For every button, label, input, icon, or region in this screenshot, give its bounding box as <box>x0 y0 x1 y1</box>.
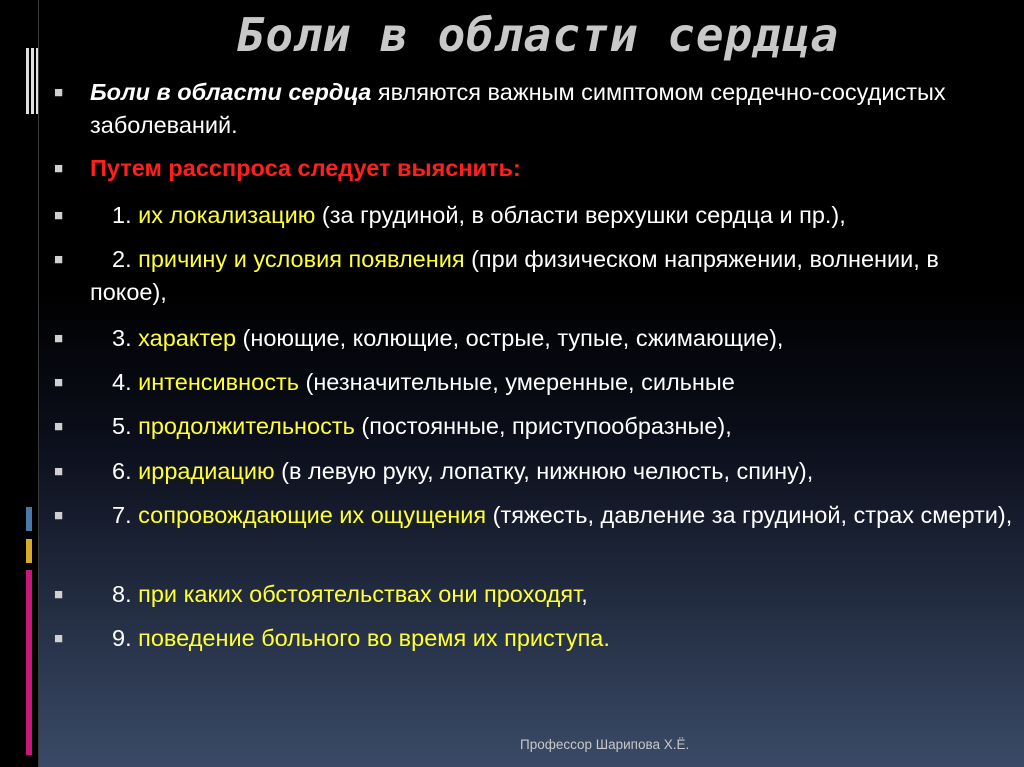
item-text: (за грудиной, в области верхушки сердца и пр.), <box>315 202 846 228</box>
item-text: (ноющие, колющие, острые, тупые, сжимающие), <box>236 325 784 351</box>
bullet-icon: ■ <box>54 463 64 480</box>
item-number: 3. <box>112 325 139 351</box>
list-item <box>90 366 1015 399</box>
item-number: 1. <box>112 202 139 228</box>
item-text: , <box>581 581 588 607</box>
bullet-icon: ■ <box>54 586 64 603</box>
bullet-icon: ■ <box>54 630 64 647</box>
item-highlight: причину и условия появления <box>138 246 465 272</box>
list-item <box>90 622 1015 655</box>
list-item <box>90 322 1015 355</box>
list-item <box>90 578 1015 611</box>
list-item <box>90 243 1015 309</box>
bullet-icon: ■ <box>54 330 64 347</box>
item-number: 4. <box>112 369 139 395</box>
slide-footer: Профессор Шарипова Х.Ё. <box>520 737 690 752</box>
item-number: 8. <box>112 581 139 607</box>
item-text: (постоянные, приступообразные), <box>354 413 732 439</box>
item-highlight: их локализацию <box>138 202 316 228</box>
intro-text: являются важным симптомом сердечно-сосудистых заболеваний. <box>90 79 946 138</box>
bullet-icon: ■ <box>54 160 64 177</box>
sidebar-divider <box>38 0 39 767</box>
slide-title: Боли в области сердца <box>236 8 840 62</box>
list-item <box>90 455 1015 488</box>
item-highlight: иррадиацию <box>138 458 275 484</box>
list-item <box>90 199 1015 232</box>
item-highlight: характер <box>138 325 237 351</box>
bullet-icon: ■ <box>54 207 64 224</box>
item-number: 2. <box>112 246 139 272</box>
list-item <box>90 410 1015 443</box>
item-text: (незначительные, умеренные, сильные <box>298 369 735 395</box>
item-number: 9. <box>112 625 139 651</box>
item-number: 5. <box>112 413 139 439</box>
item-number: 6. <box>112 458 139 484</box>
sidebar-bar <box>26 539 32 563</box>
item-number: 7. <box>112 502 139 528</box>
sidebar-bar <box>26 507 32 531</box>
bullet-icon: ■ <box>54 418 64 435</box>
bullet-icon: ■ <box>54 84 64 101</box>
list-item <box>90 499 1015 532</box>
bullet-icon: ■ <box>54 251 64 268</box>
bullet-icon: ■ <box>54 374 64 391</box>
question-heading: Путем расспроса следует выяснить: <box>90 155 521 181</box>
item-text: (в левую руку, лопатку, нижнюю челюсть, спину), <box>274 458 814 484</box>
item-highlight: сопровождающие их ощущения <box>138 502 487 528</box>
item-highlight: поведение больного во время их приступа. <box>138 625 610 651</box>
bullet-icon: ■ <box>54 507 64 524</box>
intro-paragraph <box>90 76 1015 142</box>
intro-strong: Боли в области сердца <box>90 79 372 105</box>
item-highlight: интенсивность <box>138 369 299 395</box>
item-text: (при физическом напряжении, волнении, в покое), <box>90 246 939 305</box>
item-highlight: продолжительность <box>138 413 355 439</box>
item-text: (тяжесть, давление за грудиной, страх смерти), <box>486 502 1013 528</box>
sidebar-bar <box>26 570 32 755</box>
item-highlight: при каких обстоятельствах они проходят <box>138 581 582 607</box>
sidebar-decor <box>0 0 38 767</box>
